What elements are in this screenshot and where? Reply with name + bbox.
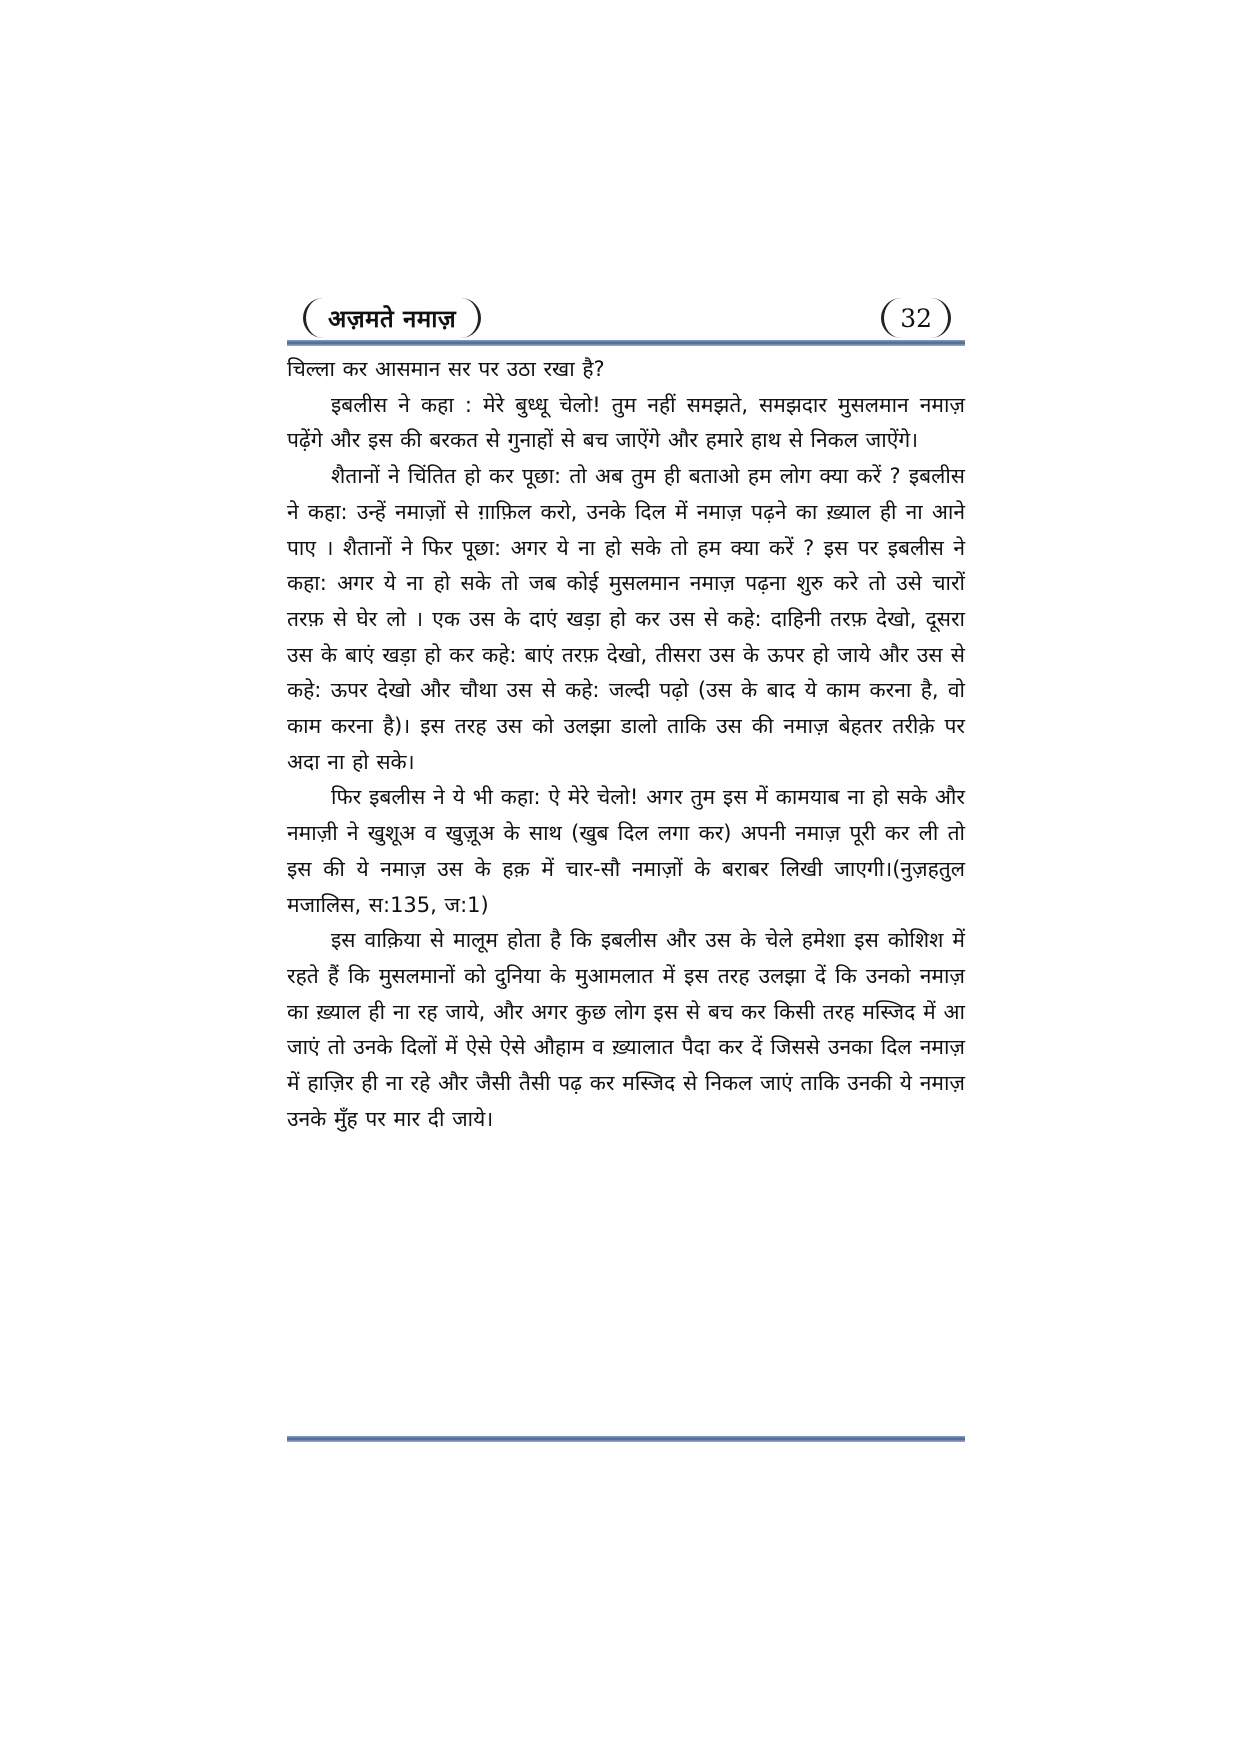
page-header [287, 296, 965, 344]
book-title: अज़मते नमाज़ [328, 304, 457, 333]
paragraph-5: इस वाक़िया से मालूम होता है कि इबलीस और उस के चेले हमेशा इस कोशिश में रहते हैं कि मुसलमानों को दुनिया के मुआमलात में इस तरह उलझा दें कि उनको नमाज़ का ख़्याल ही ना रह जाये, और अगर कुछ लोग इस से बच कर किसी तरह मस्जिद में आ जाएं तो उनके दिलों में ऐसे ऐसे औहाम व ख़्यालात पैदा कर दें जिससे उनका दिल नमाज़ में हाज़िर ही ना रहे और जैसी तैसी पढ़ कर मस्जिद से निकल जाएं ताकि उनकी ये नमाज़ उनके मुँह पर मार दी जाये। [287, 928, 965, 1131]
book-page [287, 296, 965, 1446]
paragraph-2: इबलीस ने कहा : मेरे बुध्धू चेलो! तुम नहीं समझते, समझदार मुसलमान नमाज़ पढ़ेंगे और इस की बरकत से गुनाहों से बच जाऐंगे और हमारे हाथ से निकल जाऐंगे। [287, 392, 965, 453]
page-number: 32 [900, 303, 932, 333]
paragraph-3: शैतानों ने चिंतित हो कर पूछा: तो अब तुम ही बताओ हम लोग क्या करें ? इबलीस ने कहा: उन्हें नमाज़ों से ग़ाफ़िल करो, उनके दिल में नमाज़ पढ़ने का ख़्याल ही ना आने पाए । शैतानों ने फिर पूछा: अगर ये ना हो सके तो हम क्या करें ? इस पर इबलीस ने कहा: अगर ये ना हो सके तो जब कोई मुसलमान नमाज़ पढ़ना शुरु करे तो उसे चारों तरफ़ से घेर लो । एक उस के दाएं खड़ा हो कर उस से कहे: दाहिनी तरफ़ देखो, दूसरा उस के बाएं खड़ा हो कर कहे: बाएं तरफ़ देखो, तीसरा उस के ऊपर हो जाये और उस से कहे: ऊपर देखो और चौथा उस से कहे: जल्दी पढ़ो (उस के बाद ये काम करना है, वो काम करना है)। इस तरह उस को उलझा डालो ताकि उस की नमाज़ बेहतर तरीक़े पर अदा ना हो सके। [287, 464, 965, 774]
paragraph-1: चिल्ला कर आसमान सर पर उठा रखा है? [287, 357, 605, 381]
paragraph-4: फिर इबलीस ने ये भी कहा: ऐ मेरे चेलो! अगर तुम इस में कामयाब ना हो सके और नमाज़ी ने खुशूअ व खुज़ूअ के साथ (खुब दिल लगा कर) अपनी नमाज़ पूरी कर ली तो इस की ये नमाज़ उस के हक़ में चार-सौ नमाज़ों के बराबर लिखी जाएगी।(नुज़हतुल मजालिस, स:135, ज:1) [287, 785, 965, 917]
page-number-frame [881, 298, 951, 338]
header-rule [287, 340, 965, 346]
footer-rule [287, 1436, 965, 1442]
page-body [287, 352, 965, 1137]
title-frame [303, 298, 481, 338]
